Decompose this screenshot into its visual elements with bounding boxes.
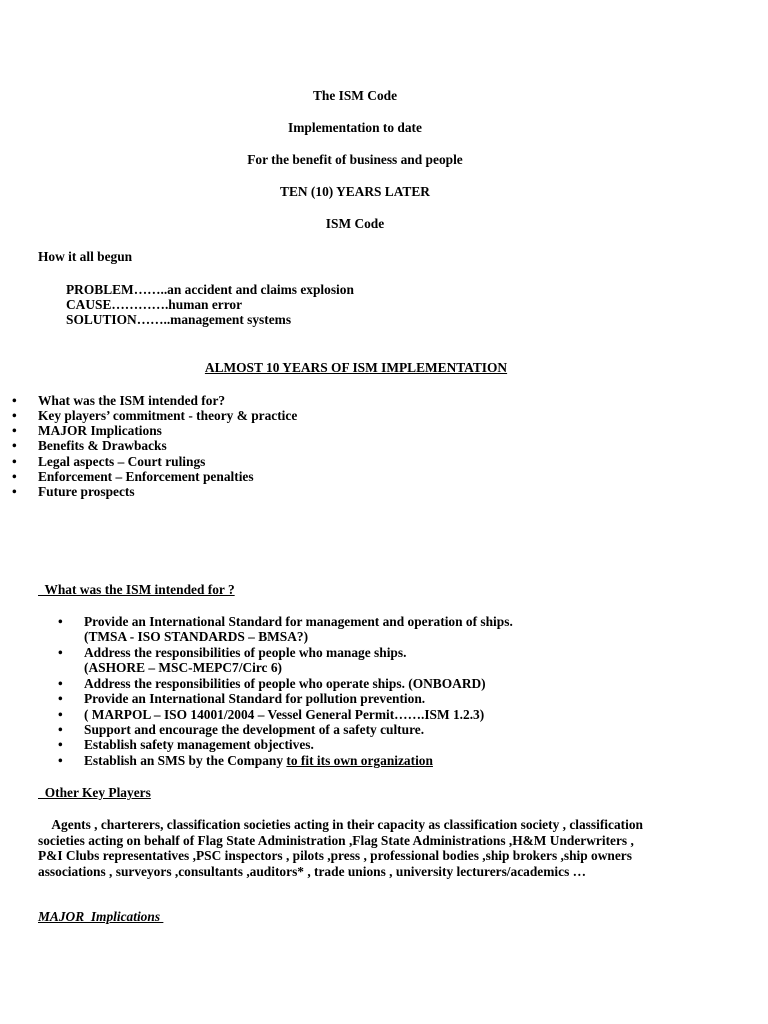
section-other-key-players: Other Key Players (38, 785, 151, 800)
bullet-icon: • (58, 676, 63, 691)
intended-item: Address the responsibilities of people who operate ships. (ONBOARD) (84, 676, 486, 691)
intended-item: Address the responsibilities of people who manage ships. (84, 645, 407, 660)
intended-item: Provide an International Standard for management and operation of ships. (84, 614, 513, 629)
intended-item: ( MARPOL – ISO 14001/2004 – Vessel General Permit…….ISM 1.2.3) (84, 707, 485, 722)
intended-item: Support and encourage the development of a safety culture. (84, 722, 425, 737)
intended-item-underlined: to fit its own organization (286, 753, 433, 768)
bullet-icon: • (58, 753, 63, 768)
section-almost-ten-years: ALMOST 10 YEARS OF ISM IMPLEMENTATION (204, 360, 508, 375)
solution-line: SOLUTION……..management systems (66, 312, 292, 327)
section-major-implications: MAJOR Implications (38, 909, 164, 924)
topic-item: Future prospects (38, 484, 135, 499)
intended-item (84, 753, 433, 768)
intended-item: Provide an International Standard for pollution prevention. (84, 691, 426, 706)
bullet-icon: • (12, 454, 17, 469)
bullet-icon: • (58, 737, 63, 752)
intended-item-text: Establish an SMS by the Company (84, 753, 287, 768)
topic-item: MAJOR Implications (38, 423, 162, 438)
doc-subtitle-ism-code: ISM Code (325, 216, 385, 231)
topic-item: Legal aspects – Court rulings (38, 454, 206, 469)
bullet-icon: • (58, 645, 63, 660)
bullet-icon: • (12, 438, 17, 453)
intended-item: Establish safety management objectives. (84, 737, 314, 752)
topic-item: Enforcement – Enforcement penalties (38, 469, 254, 484)
bullet-icon: • (58, 722, 63, 737)
topic-item: Benefits & Drawbacks (38, 438, 167, 453)
bullet-icon: • (58, 614, 63, 629)
bullet-icon: • (12, 469, 17, 484)
bullet-icon: • (12, 393, 17, 408)
bullet-icon: • (58, 707, 63, 722)
intended-item-sub: (ASHORE – MSC-MEPC7/Circ 6) (84, 660, 282, 675)
bullet-icon: • (12, 484, 17, 499)
problem-line: PROBLEM……..an accident and claims explosion (66, 282, 354, 297)
section-intended-for: What was the ISM intended for ? (38, 582, 235, 597)
topic-item: Key players’ commitment - theory & practice (38, 408, 298, 423)
bullet-icon: • (58, 691, 63, 706)
doc-title: The ISM Code (312, 88, 398, 103)
doc-subtitle-ten-years: TEN (10) YEARS LATER (280, 184, 430, 199)
other-key-players-paragraph: Agents , charterers, classification societies acting in their capacity as classification society , classification societies acting on behalf of Flag State Administration ,Flag State Administrations ,H&M Underwriters , P&I Clubs representatives ,PSC inspectors , pilots ,press , professional bodies ,ship brokers ,ship owners associations , surveyors ,consultants ,auditors* , trade unions , university lecturers/academics … (38, 817, 647, 879)
section-how-begun: How it all begun (38, 249, 133, 264)
bullet-icon: • (12, 408, 17, 423)
topic-item: What was the ISM intended for? (38, 393, 226, 408)
doc-subtitle-implementation: Implementation to date (288, 120, 422, 135)
intended-item-sub: (TMSA - ISO STANDARDS – BMSA?) (84, 629, 309, 644)
cause-line: CAUSE………….human error (66, 297, 243, 312)
doc-subtitle-benefit: For the benefit of business and people (247, 152, 463, 167)
bullet-icon: • (12, 423, 17, 438)
